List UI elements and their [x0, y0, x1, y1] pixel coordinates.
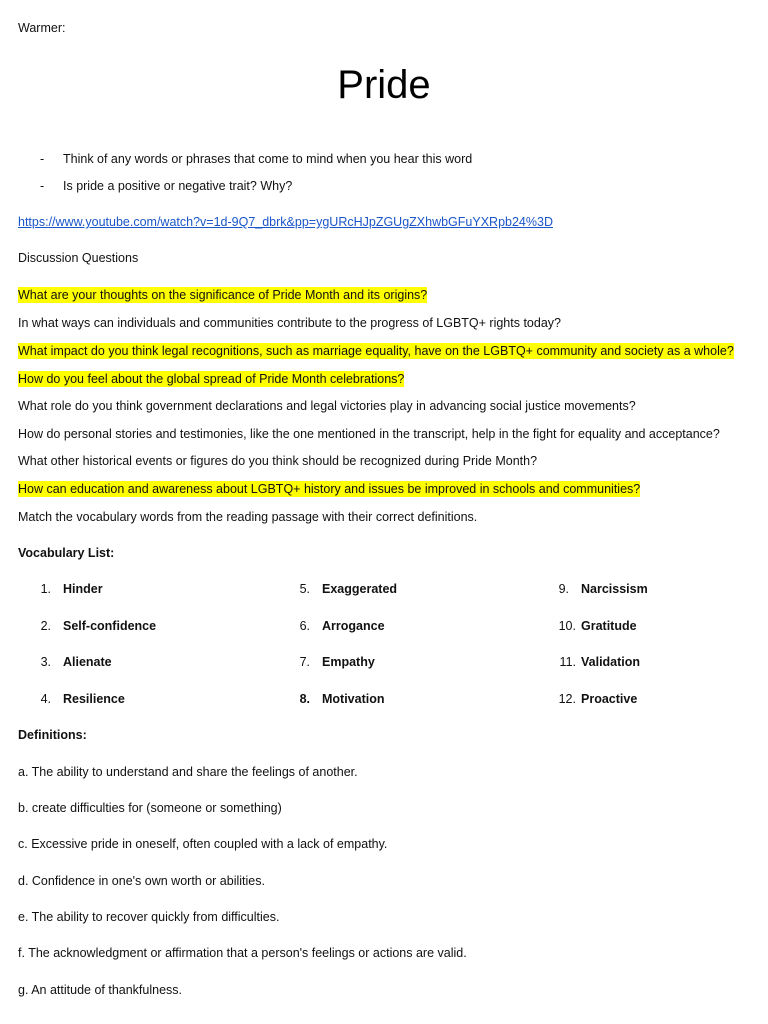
discussion-question	[18, 453, 537, 469]
warmer-label: Warmer:	[18, 21, 66, 35]
vocab-number: 5.	[299, 582, 310, 596]
question-text: What are your thoughts on the significance of Pride Month and its origins?	[18, 288, 428, 302]
bullet-dash-icon: -	[40, 179, 45, 193]
vocab-word: Hinder	[63, 582, 103, 596]
question-text: In what ways can individuals and communities contribute to the progress of LGBTQ+ rights today?	[18, 316, 561, 330]
definition-item: d. Confidence in one's own worth or abilities.	[18, 874, 265, 888]
warmer-bullet: Is pride a positive or negative trait? Why?	[63, 179, 293, 193]
youtube-link[interactable]: https://www.youtube.com/watch?v=1d-9Q7_dbrk&pp=ygURcHJpZGUgZXhwbGFuYXRpb24%3D	[18, 215, 553, 229]
discussion-question	[18, 343, 734, 359]
vocab-word: Exaggerated	[322, 582, 398, 596]
vocab-word: Self-confidence	[63, 619, 157, 633]
vocab-number: 7.	[299, 655, 310, 669]
discussion-question	[18, 287, 427, 303]
question-text: How do you feel about the global spread of Pride Month celebrations?	[18, 372, 405, 386]
discussion-heading: Discussion Questions	[18, 251, 139, 265]
matching-instruction: Match the vocabulary words from the reading passage with their correct definitions.	[18, 510, 478, 524]
vocab-word: Validation	[581, 655, 641, 669]
discussion-question	[18, 426, 720, 442]
page-title: Pride	[337, 63, 431, 107]
vocab-number: 3.	[40, 655, 51, 669]
discussion-question	[18, 481, 640, 497]
vocab-word: Empathy	[322, 655, 375, 669]
vocabulary-heading: Vocabulary List:	[18, 546, 115, 560]
definition-item: g. An attitude of thankfulness.	[18, 983, 183, 997]
question-text: What impact do you think legal recognitions, such as marriage equality, have on the LGBTQ+ community and society as a whole?	[18, 344, 734, 358]
vocab-word: Narcissism	[581, 582, 648, 596]
vocab-word: Arrogance	[322, 619, 385, 633]
vocab-number: 2.	[40, 619, 51, 633]
bullet-dash-icon: -	[40, 152, 45, 166]
vocab-number: 10.	[558, 619, 576, 633]
definition-item: b. create difficulties for (someone or something)	[18, 801, 282, 815]
vocab-number: 8.	[299, 692, 310, 706]
vocab-number: 4.	[40, 692, 51, 706]
vocab-number: 1.	[40, 582, 51, 596]
vocab-number: 9.	[558, 582, 569, 596]
definition-item: c. Excessive pride in oneself, often coupled with a lack of empathy.	[18, 837, 388, 851]
definition-item: a. The ability to understand and share the feelings of another.	[18, 765, 358, 779]
vocab-number: 6.	[299, 619, 310, 633]
vocab-word: Motivation	[322, 692, 385, 706]
discussion-question	[18, 398, 636, 414]
discussion-question	[18, 315, 561, 331]
question-text: What other historical events or figures do you think should be recognized during Pride Month?	[18, 454, 538, 468]
question-text: What role do you think government declarations and legal victories play in advancing social justice movements?	[18, 399, 636, 413]
vocab-word: Gratitude	[581, 619, 637, 633]
vocab-word: Alienate	[63, 655, 112, 669]
vocab-word: Resilience	[63, 692, 125, 706]
warmer-bullet: Think of any words or phrases that come to mind when you hear this word	[63, 152, 473, 166]
definitions-heading: Definitions:	[18, 728, 87, 742]
definition-item: e. The ability to recover quickly from difficulties.	[18, 910, 280, 924]
vocab-word: Proactive	[581, 692, 638, 706]
question-text: How do personal stories and testimonies, like the one mentioned in the transcript, help in the fight for equality and acceptance?	[18, 427, 720, 441]
question-text: How can education and awareness about LGBTQ+ history and issues be improved in schools and communities?	[18, 482, 641, 496]
vocab-number: 12.	[558, 692, 576, 706]
discussion-question	[18, 371, 404, 387]
vocab-number: 11.	[559, 655, 576, 669]
definition-item: f. The acknowledgment or affirmation that a person's feelings or actions are valid.	[18, 946, 467, 960]
